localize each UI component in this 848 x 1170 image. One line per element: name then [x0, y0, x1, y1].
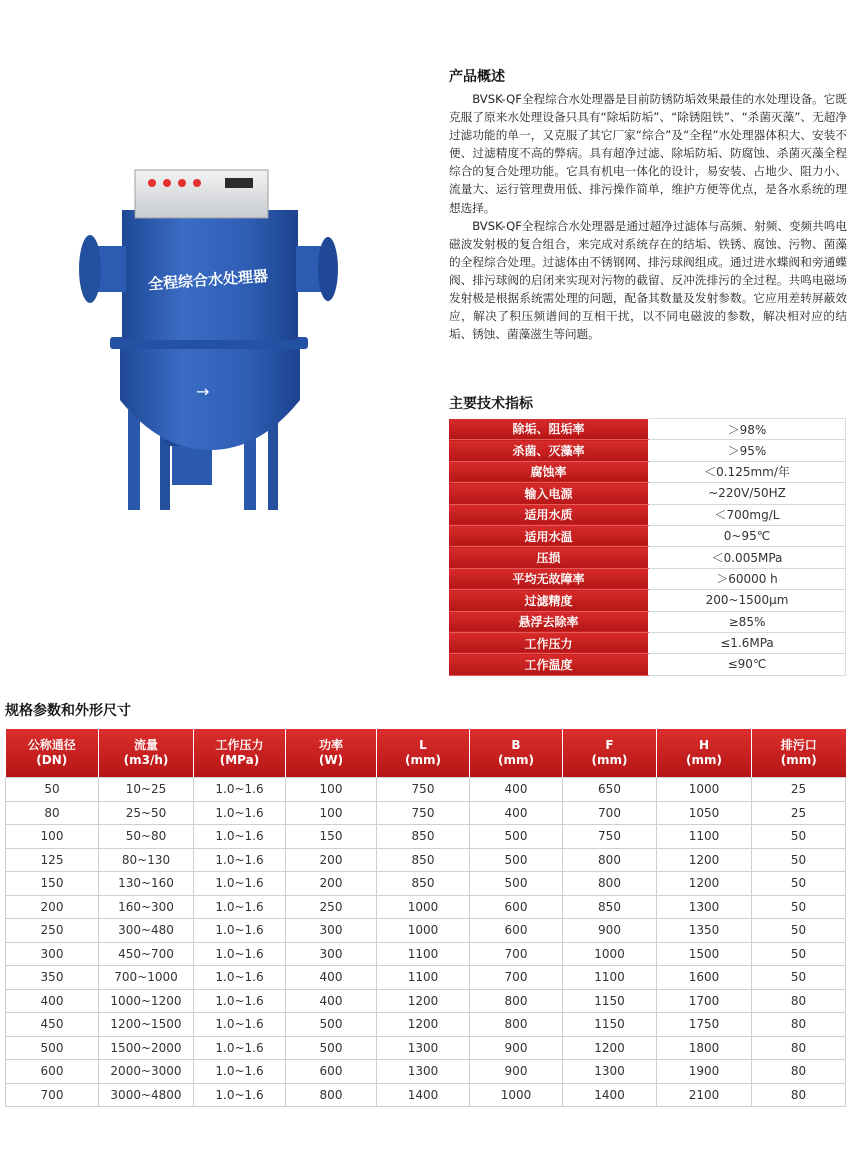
table-cell: 1200 [563, 1036, 657, 1060]
indicator-lamp-icon [148, 179, 156, 187]
table-row [6, 1013, 846, 1037]
column-header [286, 729, 377, 778]
table-cell: 50 [752, 848, 846, 872]
spec-label: 悬浮去除率 [449, 611, 649, 632]
table-cell: 3000~4800 [99, 1083, 194, 1107]
table-row [6, 1036, 846, 1060]
indicator-lamp-icon [163, 179, 171, 187]
table-cell: 1000 [470, 1083, 563, 1107]
table-cell: 850 [377, 825, 470, 849]
table-row [6, 778, 846, 802]
spec-row [449, 547, 846, 568]
table-cell: 1800 [657, 1036, 752, 1060]
spec-value: 200~1500μm [649, 590, 846, 611]
table-cell: 150 [6, 872, 99, 896]
product-image [60, 150, 360, 520]
column-header [99, 729, 194, 778]
table-cell: 1500 [657, 942, 752, 966]
column-header-unit: (W) [318, 753, 344, 767]
table-cell: 500 [470, 825, 563, 849]
column-header-unit: (mm) [405, 753, 441, 767]
table-cell: 1100 [657, 825, 752, 849]
table-cell: 1.0~1.6 [194, 942, 286, 966]
spec-row [449, 611, 846, 632]
table-cell: 400 [6, 989, 99, 1013]
table-row [6, 825, 846, 849]
table-cell: 1700 [657, 989, 752, 1013]
table-cell: 800 [470, 1013, 563, 1037]
table-row [6, 848, 846, 872]
table-cell: 1300 [377, 1060, 470, 1084]
table-cell: 1400 [563, 1083, 657, 1107]
table-cell: 500 [470, 848, 563, 872]
table-cell: 700 [563, 801, 657, 825]
table-cell: 1100 [377, 942, 470, 966]
table-row [6, 989, 846, 1013]
table-cell: 400 [286, 989, 377, 1013]
spec-label: 腐蚀率 [449, 461, 649, 482]
overview-paragraph: BVSK-QF全程综合水处理器是目前防锈防垢效果最佳的水处理设备。它既克服了原来水处理设备只具有“除垢防垢”、“除锈阻铁”、“杀菌灭藻”、无超净过滤功能的单一，又克服了其它厂家“综合”及“全程”水处理器体积大、安装不便、过滤精度不高的弊病。具有超净过滤、除垢防垢、防腐蚀、杀菌灭藻全程综合的复合处理功能。它具有机电一体化的设计，易安装、占地少、阻力小、流量大、运行管理费用低、排污操作简单，维护方便等优点，是各水系统的理想选择。 [449, 92, 847, 215]
table-cell: 200 [286, 872, 377, 896]
column-header-unit: (mm) [780, 753, 817, 767]
table-cell: 2000~3000 [99, 1060, 194, 1084]
table-cell: 1150 [563, 989, 657, 1013]
spec-row [449, 504, 846, 525]
spec-value: ＞60000 h [649, 568, 846, 589]
spec-label: 工作压力 [449, 632, 649, 653]
column-header-name: 公称通径 [27, 738, 76, 752]
table-cell: 1300 [377, 1036, 470, 1060]
column-header-name: F [605, 738, 614, 752]
spec-value: ＞95% [649, 440, 846, 461]
panel-display [225, 178, 253, 188]
column-header-name: L [419, 738, 427, 752]
table-cell: 600 [6, 1060, 99, 1084]
table-cell: 500 [6, 1036, 99, 1060]
table-cell: 1.0~1.6 [194, 895, 286, 919]
column-header [657, 729, 752, 778]
table-cell: 1.0~1.6 [194, 778, 286, 802]
table-cell: 100 [286, 778, 377, 802]
table-cell: 300 [286, 942, 377, 966]
spec-row [449, 483, 846, 504]
table-cell: 1.0~1.6 [194, 989, 286, 1013]
spec-label: 适用水温 [449, 525, 649, 546]
column-header [563, 729, 657, 778]
table-cell: 900 [470, 1060, 563, 1084]
table-cell: 80 [752, 1060, 846, 1084]
table-cell: 10~25 [99, 778, 194, 802]
table-cell: 2100 [657, 1083, 752, 1107]
table-cell: 850 [377, 848, 470, 872]
table-cell: 1300 [563, 1060, 657, 1084]
table-cell: 50 [752, 966, 846, 990]
table-cell: 1200 [657, 848, 752, 872]
table-cell: 700~1000 [99, 966, 194, 990]
table-cell: 650 [563, 778, 657, 802]
table-cell: 50 [6, 778, 99, 802]
spec-value: ~220V/50HZ [649, 483, 846, 504]
table-cell: 1200 [657, 872, 752, 896]
spec-row [449, 568, 846, 589]
table-row [6, 872, 846, 896]
column-header-unit: (mm) [591, 753, 628, 767]
spec-value: ≤90℃ [649, 654, 846, 675]
table-cell: 130~160 [99, 872, 194, 896]
table-cell: 1750 [657, 1013, 752, 1037]
table-cell: 100 [6, 825, 99, 849]
table-cell: 1.0~1.6 [194, 919, 286, 943]
table-cell: 750 [563, 825, 657, 849]
spec-value: ≤1.6MPa [649, 632, 846, 653]
table-cell: 1.0~1.6 [194, 801, 286, 825]
column-header [752, 729, 846, 778]
outlet-flange [318, 237, 338, 301]
table-row [6, 895, 846, 919]
column-header-unit: (mm) [498, 753, 534, 767]
table-cell: 400 [470, 778, 563, 802]
table-cell: 350 [6, 966, 99, 990]
table-cell: 25 [752, 801, 846, 825]
table-cell: 450 [6, 1013, 99, 1037]
spec-label: 除垢、阻垢率 [449, 419, 649, 440]
table-cell: 500 [470, 872, 563, 896]
table-cell: 1.0~1.6 [194, 966, 286, 990]
table-cell: 50~80 [99, 825, 194, 849]
table-cell: 700 [470, 942, 563, 966]
spec-label: 工作温度 [449, 654, 649, 675]
table-cell: 1500~2000 [99, 1036, 194, 1060]
specs-table [449, 418, 846, 676]
leg-left [128, 410, 140, 510]
table-cell: 800 [286, 1083, 377, 1107]
table-cell: 500 [286, 1013, 377, 1037]
control-panel [135, 170, 268, 218]
table-cell: 80 [6, 801, 99, 825]
table-cell: 80 [752, 1013, 846, 1037]
table-cell: 1000 [563, 942, 657, 966]
table-cell: 1350 [657, 919, 752, 943]
column-header-unit: (m3/h) [123, 753, 169, 767]
column-header [470, 729, 563, 778]
spec-row [449, 525, 846, 546]
spec-label: 过滤精度 [449, 590, 649, 611]
overview-heading: 产品概述 [449, 69, 505, 85]
spec-value: 0~95℃ [649, 525, 846, 546]
table-cell: 800 [470, 989, 563, 1013]
table-cell: 1400 [377, 1083, 470, 1107]
table-cell: 250 [6, 919, 99, 943]
table-row [6, 801, 846, 825]
table-cell: 1900 [657, 1060, 752, 1084]
column-header-name: B [511, 738, 521, 752]
table-cell: 200 [286, 848, 377, 872]
table-cell: 1600 [657, 966, 752, 990]
table-row [6, 1083, 846, 1107]
table-cell: 1000 [657, 778, 752, 802]
table-cell: 150 [286, 825, 377, 849]
column-header-name: 排污口 [780, 738, 817, 752]
dimensions-table [5, 729, 846, 1107]
table-cell: 1.0~1.6 [194, 1083, 286, 1107]
spec-value: ＜700mg/L [649, 504, 846, 525]
table-cell: 850 [563, 895, 657, 919]
table-cell: 50 [752, 872, 846, 896]
table-cell: 400 [470, 801, 563, 825]
table-cell: 1100 [563, 966, 657, 990]
table-cell: 1200~1500 [99, 1013, 194, 1037]
table-cell: 600 [286, 1060, 377, 1084]
table-cell: 80 [752, 1036, 846, 1060]
table-cell: 600 [470, 919, 563, 943]
spec-row [449, 419, 846, 440]
table-cell: 25 [752, 778, 846, 802]
spec-label: 压损 [449, 547, 649, 568]
table-cell: 300 [286, 919, 377, 943]
table-cell: 125 [6, 848, 99, 872]
table-cell: 160~300 [99, 895, 194, 919]
table-cell: 700 [470, 966, 563, 990]
spec-label: 杀菌、灭藻率 [449, 440, 649, 461]
table-cell: 1.0~1.6 [194, 825, 286, 849]
spec-row [449, 654, 846, 675]
table-cell: 1000 [377, 895, 470, 919]
column-header [6, 729, 99, 778]
table-cell: 1200 [377, 989, 470, 1013]
table-cell: 800 [563, 848, 657, 872]
overview-paragraph: BVSK-QF全程综合水处理器是通过超净过滤体与高频、射频、变频共鸣电磁波发射极的复合组合，来完成对系统存在的结垢、铁锈、腐蚀、污物、菌藻的全程综合处理。过滤体由不锈钢网、排污球阀组成。通过进水蝶阀和旁通蝶阀、排污球阀的启闭来实现对污物的截留、反冲洗排污的全过程。共鸣电磁场发射极是根据系统需处理的问题，配备其数量及发射参数。它应用差转屏蔽效应，解决了积压频谱间的互相干扰，以不同电磁波的参数，解决相对应的结垢、锈蚀、菌藻滋生等问题。 [449, 218, 847, 342]
table-cell: 50 [752, 895, 846, 919]
dimensions-heading: 规格参数和外形尺寸 [5, 703, 131, 719]
spec-row [449, 440, 846, 461]
column-header-unit: (mm) [686, 753, 722, 767]
column-header-name: H [698, 738, 710, 752]
overview-text [449, 90, 847, 343]
spec-label: 平均无故障率 [449, 568, 649, 589]
body-label: 全程综合水处理器 [147, 266, 269, 294]
table-cell: 250 [286, 895, 377, 919]
spec-value: ≥85% [649, 611, 846, 632]
spec-value: ＜0.125mm/年 [649, 461, 846, 482]
table-cell: 800 [563, 872, 657, 896]
table-cell: 1000~1200 [99, 989, 194, 1013]
table-cell: 80 [752, 989, 846, 1013]
table-cell: 1.0~1.6 [194, 1036, 286, 1060]
inlet-flange [79, 235, 101, 303]
table-cell: 500 [286, 1036, 377, 1060]
table-cell: 1.0~1.6 [194, 872, 286, 896]
spec-value: ＞98% [649, 419, 846, 440]
spec-label: 适用水质 [449, 504, 649, 525]
specs-heading: 主要技术指标 [449, 396, 533, 412]
column-header-name: 功率 [318, 738, 343, 752]
indicator-lamp-icon [178, 179, 186, 187]
table-row [6, 966, 846, 990]
flow-arrow-icon: → [196, 382, 210, 401]
table-cell: 200 [6, 895, 99, 919]
column-header-unit: (DN) [36, 753, 68, 767]
table-cell: 1300 [657, 895, 752, 919]
column-header-unit: (MPa) [219, 753, 260, 767]
spec-value: ＜0.005MPa [649, 547, 846, 568]
column-header [194, 729, 286, 778]
spec-label: 输入电源 [449, 483, 649, 504]
table-cell: 80~130 [99, 848, 194, 872]
table-cell: 850 [377, 872, 470, 896]
table-cell: 1.0~1.6 [194, 848, 286, 872]
table-cell: 1.0~1.6 [194, 1013, 286, 1037]
table-cell: 50 [752, 919, 846, 943]
table-cell: 400 [286, 966, 377, 990]
column-header [377, 729, 470, 778]
table-cell: 300~480 [99, 919, 194, 943]
table-cell: 750 [377, 801, 470, 825]
table-row [6, 942, 846, 966]
column-header-name: 工作压力 [215, 738, 264, 752]
indicator-lamp-icon [193, 179, 201, 187]
table-cell: 1200 [377, 1013, 470, 1037]
table-cell: 50 [752, 825, 846, 849]
table-cell: 600 [470, 895, 563, 919]
table-row [6, 1060, 846, 1084]
table-cell: 700 [6, 1083, 99, 1107]
table-cell: 750 [377, 778, 470, 802]
spec-row [449, 461, 846, 482]
table-cell: 1.0~1.6 [194, 1060, 286, 1084]
table-cell: 25~50 [99, 801, 194, 825]
table-cell: 1100 [377, 966, 470, 990]
spec-row [449, 590, 846, 611]
column-header-name: 流量 [133, 738, 158, 752]
spec-row [449, 632, 846, 653]
table-cell: 450~700 [99, 942, 194, 966]
table-cell: 1000 [377, 919, 470, 943]
table-cell: 1150 [563, 1013, 657, 1037]
table-cell: 900 [563, 919, 657, 943]
table-cell: 1050 [657, 801, 752, 825]
table-cell: 50 [752, 942, 846, 966]
table-cell: 80 [752, 1083, 846, 1107]
table-cell: 300 [6, 942, 99, 966]
table-row [6, 919, 846, 943]
table-cell: 900 [470, 1036, 563, 1060]
table-cell: 100 [286, 801, 377, 825]
